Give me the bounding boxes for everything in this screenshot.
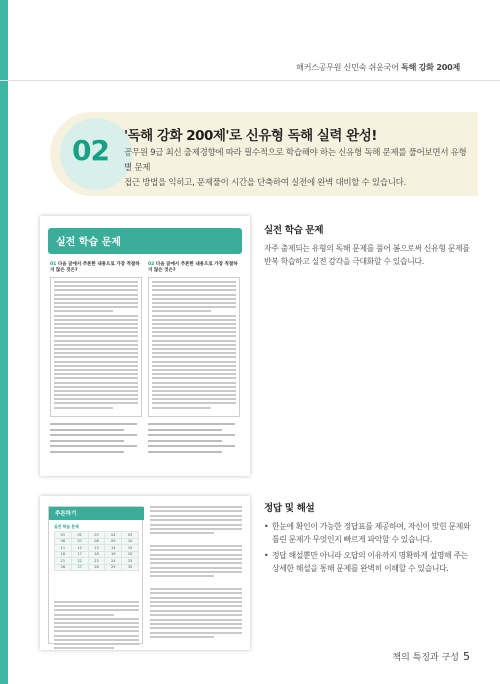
explanation-column — [150, 506, 242, 641]
answer-choices — [50, 423, 142, 453]
answer-panel-subtitle: 실전 학습 문제 — [54, 524, 79, 529]
answer-grid — [54, 531, 139, 571]
question-number: 02 — [148, 262, 155, 267]
answer-grid-cell: 13 — [88, 545, 105, 552]
footer-label: 책의 특징과 구성 — [392, 653, 459, 663]
section-bullets — [264, 520, 474, 575]
question-column-right — [148, 262, 240, 456]
answer-grid-cell: 30 — [122, 564, 139, 571]
header-divider — [0, 80, 500, 81]
answer-grid-cell: 07 — [71, 538, 88, 545]
feature-description-line-2: 접근 방법을 익히고, 문제풀이 시간을 단축하여 실전에 완벽 대비할 수 있습니다. — [124, 178, 406, 188]
side-accent-bar — [0, 0, 8, 684]
answer-panel-title: 추론하기 — [55, 511, 77, 517]
section-answers — [264, 500, 474, 578]
answer-grid-cell: 22 — [71, 558, 88, 565]
answer-grid-cell: 12 — [71, 545, 88, 552]
bullet-dot-icon: • — [264, 522, 269, 531]
practice-page-thumbnail — [40, 216, 250, 476]
feature-title: '독해 강화 200제'로 신유형 독해 실력 완성! — [124, 128, 377, 144]
thumbnail-title: 실전 학습 문제 — [56, 237, 121, 248]
answer-grid-cell: 04 — [105, 532, 122, 539]
answer-grid-cell: 02 — [71, 532, 88, 539]
question-title — [148, 262, 240, 274]
answer-grid-cell: 19 — [105, 551, 122, 558]
answer-grid-cell: 16 — [55, 551, 72, 558]
answer-grid-cell: 06 — [55, 538, 72, 545]
answer-panel — [48, 506, 143, 644]
bullet-item — [264, 520, 474, 546]
answer-grid-cell: 21 — [55, 558, 72, 565]
answer-grid-cell: 05 — [122, 532, 139, 539]
answer-grid-cell: 23 — [88, 558, 105, 565]
answer-grid-cell: 20 — [122, 551, 139, 558]
section-title: 정답 및 해설 — [264, 503, 315, 514]
explanation-text-lines — [54, 601, 139, 650]
answer-grid-cell: 15 — [122, 545, 139, 552]
running-header — [296, 62, 460, 73]
answer-grid-cell: 14 — [105, 545, 122, 552]
answer-grid-cell: 01 — [55, 532, 72, 539]
answer-grid-cell: 29 — [105, 564, 122, 571]
bullet-item — [264, 549, 474, 575]
feature-number: 02 — [72, 134, 109, 167]
answer-grid-cell: 08 — [88, 538, 105, 545]
answer-grid-cell: 11 — [55, 545, 72, 552]
section-text: 자주 출제되는 유형의 독해 문제를 풀어 봄으로써 신유형 문제를 반복 학습하고 실전 감각을 극대화할 수 있습니다. — [264, 244, 470, 266]
answer-grid-cell: 26 — [55, 564, 72, 571]
answers-page-thumbnail — [40, 496, 250, 650]
answer-grid-cell: 17 — [71, 551, 88, 558]
passage-box — [148, 277, 240, 417]
section-title: 실전 학습 문제 — [264, 225, 324, 236]
answer-grid-row — [55, 564, 139, 571]
answer-grid-cell: 27 — [71, 564, 88, 571]
passage-box — [50, 277, 142, 417]
bullet-text: 정답 해설뿐만 아니라 오답의 이유까지 명확하게 설명해 주는 상세한 해설을 통해 문제를 완벽히 이해할 수 있습니다. — [272, 551, 469, 573]
page-number: 5 — [463, 650, 470, 663]
question-title — [50, 262, 142, 274]
bullet-text: 한눈에 확인이 가능한 정답표를 제공하여, 자신이 맞힌 문제와 틀린 문제가 무엇인지 빠르게 파악할 수 있습니다. — [272, 522, 471, 544]
bullet-dot-icon: • — [264, 551, 269, 560]
answer-grid-cell: 18 — [88, 551, 105, 558]
question-number: 01 — [50, 262, 57, 267]
answer-grid-cell: 03 — [88, 532, 105, 539]
feature-description-line-1: 공무원 9급 최신 출제경향에 따라 필수적으로 학습해야 하는 신유형 독해 문제를 풀어보면서 유형별 문제 — [124, 148, 467, 173]
answer-choices — [148, 423, 240, 453]
section-practice — [264, 222, 474, 268]
answer-grid-cell: 24 — [105, 558, 122, 565]
question-column-left — [50, 262, 142, 456]
question-prompt: 다음 글에서 추론한 내용으로 가장 적절하지 않은 것은? — [50, 262, 140, 273]
question-prompt: 다음 글에서 추론한 내용으로 가장 적절하지 않은 것은? — [148, 262, 238, 273]
header-book-title: 독해 강화 200제 — [401, 63, 460, 72]
page-footer — [392, 650, 470, 663]
feature-description — [124, 146, 474, 191]
answer-grid-cell: 25 — [122, 558, 139, 565]
answer-grid-cell: 10 — [122, 538, 139, 545]
answer-grid-cell: 28 — [88, 564, 105, 571]
answer-grid-cell: 09 — [105, 538, 122, 545]
header-series: 해커스공무원 신민숙 쉬운국어 — [296, 63, 399, 72]
